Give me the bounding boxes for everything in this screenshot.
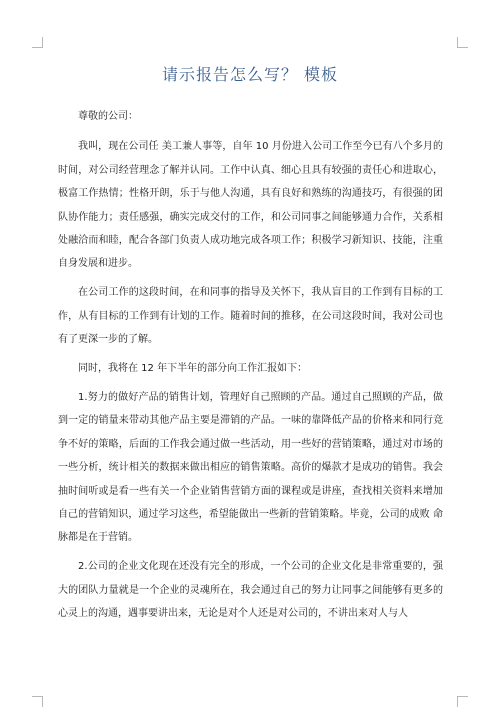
paragraph-intro: 我叫，现在公司任 美工兼人事等，自年 10 月份进入公司工作至今已有八个多月的时间，对公司经营理念了解并认同。工作中认真、细心且具有较强的责任心和进取心，极富工作热情；性格开朗，乐于与他人沟通，具有良好和熟练的沟通技巧，有很强的团队协作能力；责任感强，确实完成交付的工作，和公司同事之间能够通力合作，关系相处融洽而和睦，配合各部门负责人成功地完成各项工作；积极学习新知识、技能，注重自身发展和进步。	[58, 141, 443, 270]
page-corner-mark-bottom-right	[457, 696, 468, 707]
paragraph-plan-item-1: 1.努力的做好产品的销售计划，管理好自己照顾的产品。通过自己照顾的产品，做到一定的销量来带动其他产品主要是滞销的产品。一味的靠降低产品的价格来和同行竞争不好的策略，后面的工作我会通过做一些活动，用一些好的营销策略，通过对市场的一些分析，统计相关的数据来做出相应的销售策略。高价的爆款才是成功的销售。我会抽时间听或是看一些有关一个企业销售营销方面的课程或是讲座，查找相关资料来增加自己的营销知识，通过学习这些，希望能做出一些新的营销策略。毕竟，公司的成败 命脉都是在于营销。	[58, 391, 443, 544]
document-title: 请示报告怎么写？ 模板	[161, 65, 339, 84]
greeting: 尊敬的公司：	[78, 111, 138, 122]
document-body	[58, 105, 443, 631]
page-corner-mark-bottom-left	[32, 696, 43, 707]
paragraph-plan-item-2: 2.公司的企业文化现在还没有完全的形成，一个公司的企业文化是非常重要的，强大的团队力量就是一个企业的灵魂所在，我会通过自己的努力让同事之间能够有更多的心灵上的沟通，遇事要讲出来，无论是对个人还是对公司的，不讲出来对人与人	[58, 561, 443, 620]
page-corner-mark-top-left	[32, 37, 43, 48]
paragraph-plan-intro: 同时，我将在 12 年下半年的部分向工作汇报如下：	[78, 363, 308, 375]
paragraph-experience: 在公司工作的这段时间，在和同事的指导及关怀下，我从盲目的工作到有目标的工作，从有目标的工作到有计划的工作。随着时间的推移，在公司这段时间，我对公司也有了更深一步的了解。	[58, 287, 443, 346]
page-corner-mark-top-right	[457, 37, 468, 48]
